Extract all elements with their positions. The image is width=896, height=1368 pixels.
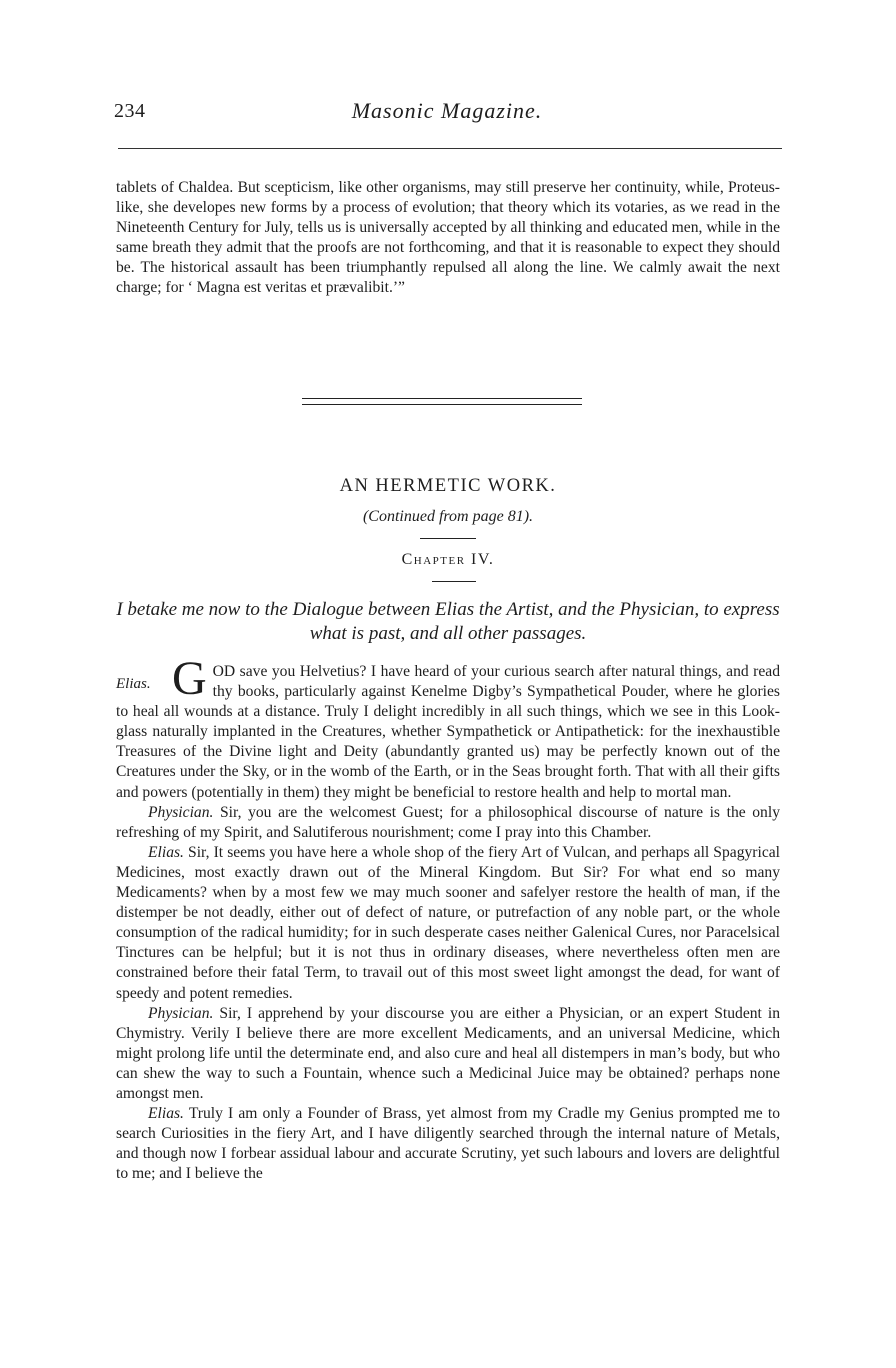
running-title: Masonic Magazine. [351, 98, 543, 123]
paragraph-text: Sir, It seems you have here a whole shop of the fiery Art of Vulcan, and perhaps all Spagyrical Medicines, most exactly drawn out of the Mineral Kingdom. But Sir? For what end so many Medicaments? when by a most few we may much sooner and safelyer restore the health of man, if the distemper be not deadly, either out of defect of nature, or putrefaction of any noble part, or the whole consumption of the radical humidity; for in such desperate cases neither Galenical Cures, nor Paracelsical Tinctures can be helpful; but it is not thus in ordinary diseases, where nevertheless often men are constrained before their fatal Term, to travail out of this most sweet light amongst the dead, for want of speedy and potent remedies. [116, 843, 780, 1002]
speaker-label: Physician. [148, 803, 214, 821]
continued-text: tablets of Chaldea. But scepticism, like other organisms, may still preserve her continuity, while, Proteus-like, she developes new forms by a process of evolution; that theory which its votaries, as we read in the Nineteenth Century for July, tells us is universally accepted by all thinking and educated men, while in the same breath they admit that the proofs are not forthcoming, and that it is reasonable to expect they should be. The historical assault has been triumphantly repulsed all along the line. We calmly await the next charge; for ‘ Magna est veritas et prævalibit.’” [116, 179, 780, 297]
section-separator-top [302, 398, 582, 399]
article-title: AN HERMETIC WORK. [339, 476, 557, 496]
speaker-label: Physician. [148, 1004, 214, 1022]
drop-cap: G [172, 652, 207, 705]
speaker-label: Elias. [148, 1105, 184, 1123]
continued-paragraph [116, 178, 780, 299]
paragraph-text: OD save you Helvetius? I have heard of your curious search after natural things, and read thy books, particularly against Kenelme Digby’s Sympathetical Pouder, where he glories to heal all wounds at a distance. Truly I delight incredibly in all such things, which we see in this Look-glass naturally implanted in the Creatures, whether Sympathetick or Antipathetick: for the inexhaustible Treasures of the Divine light and Deity (abundantly granted us) may be perfectly known out of the Creatures under the Sky, or in the womb of the Earth, or in the Seas brought forth. That with all their gifts and powers (potentially in them) they might be beneficial to restore health and help to mortal man. [116, 663, 780, 801]
page-header [114, 100, 780, 130]
paragraph-text: Sir, you are the welcomest Guest; for a philosophical discourse of nature is the only refreshing of my Spirit, and Salutiferous nourishment; come I pray into this Chamber. [116, 803, 780, 841]
dialogue-body [116, 652, 781, 1184]
paragraph-text: Sir, I apprehend by your discourse you are either a Physician, or an expert Student in Chymistry. Verily I believe there are more excellent Medicaments, and an universal Medicine, which might prolong life until the determinate end, and also cure and heal all distempers in man’s body, but who can shew the way to such a Fountain, whence such a Medicinal Juice may be obtained? perhaps none amongst men. [116, 1004, 781, 1102]
dialogue-paragraph [116, 803, 780, 843]
chapter-rule [432, 581, 476, 582]
paragraph-text: Truly I am only a Founder of Brass, yet almost from my Cradle my Genius prompted me to search Curiosities in the fiery Art, and I have diligently searched through the internal nature of Metals, and though now I forbear assidual labour and accurate Scrutiny, yet such labours and lovers are delightful to me; and I believe the [116, 1105, 780, 1183]
article-subtitle: (Continued from page 81). [362, 508, 534, 525]
dialogue-paragraph [116, 1004, 780, 1104]
dialogue-paragraph [116, 1104, 780, 1184]
opening-paragraph [116, 652, 780, 803]
speaker-label: Elias. [148, 843, 184, 861]
dialogue-paragraph [116, 843, 780, 1004]
header-rule [118, 148, 782, 149]
section-separator-bottom [302, 404, 582, 405]
page-number: 234 [114, 100, 146, 122]
title-rule [420, 538, 476, 539]
first-speaker-label: Elias. [116, 676, 151, 692]
chapter-heading: I betake me now to the Dialogue between Elias the Artist, and the Physician, to express what is past, and all other passages. [116, 599, 780, 644]
chapter-number: Chapter IV. [401, 551, 495, 568]
